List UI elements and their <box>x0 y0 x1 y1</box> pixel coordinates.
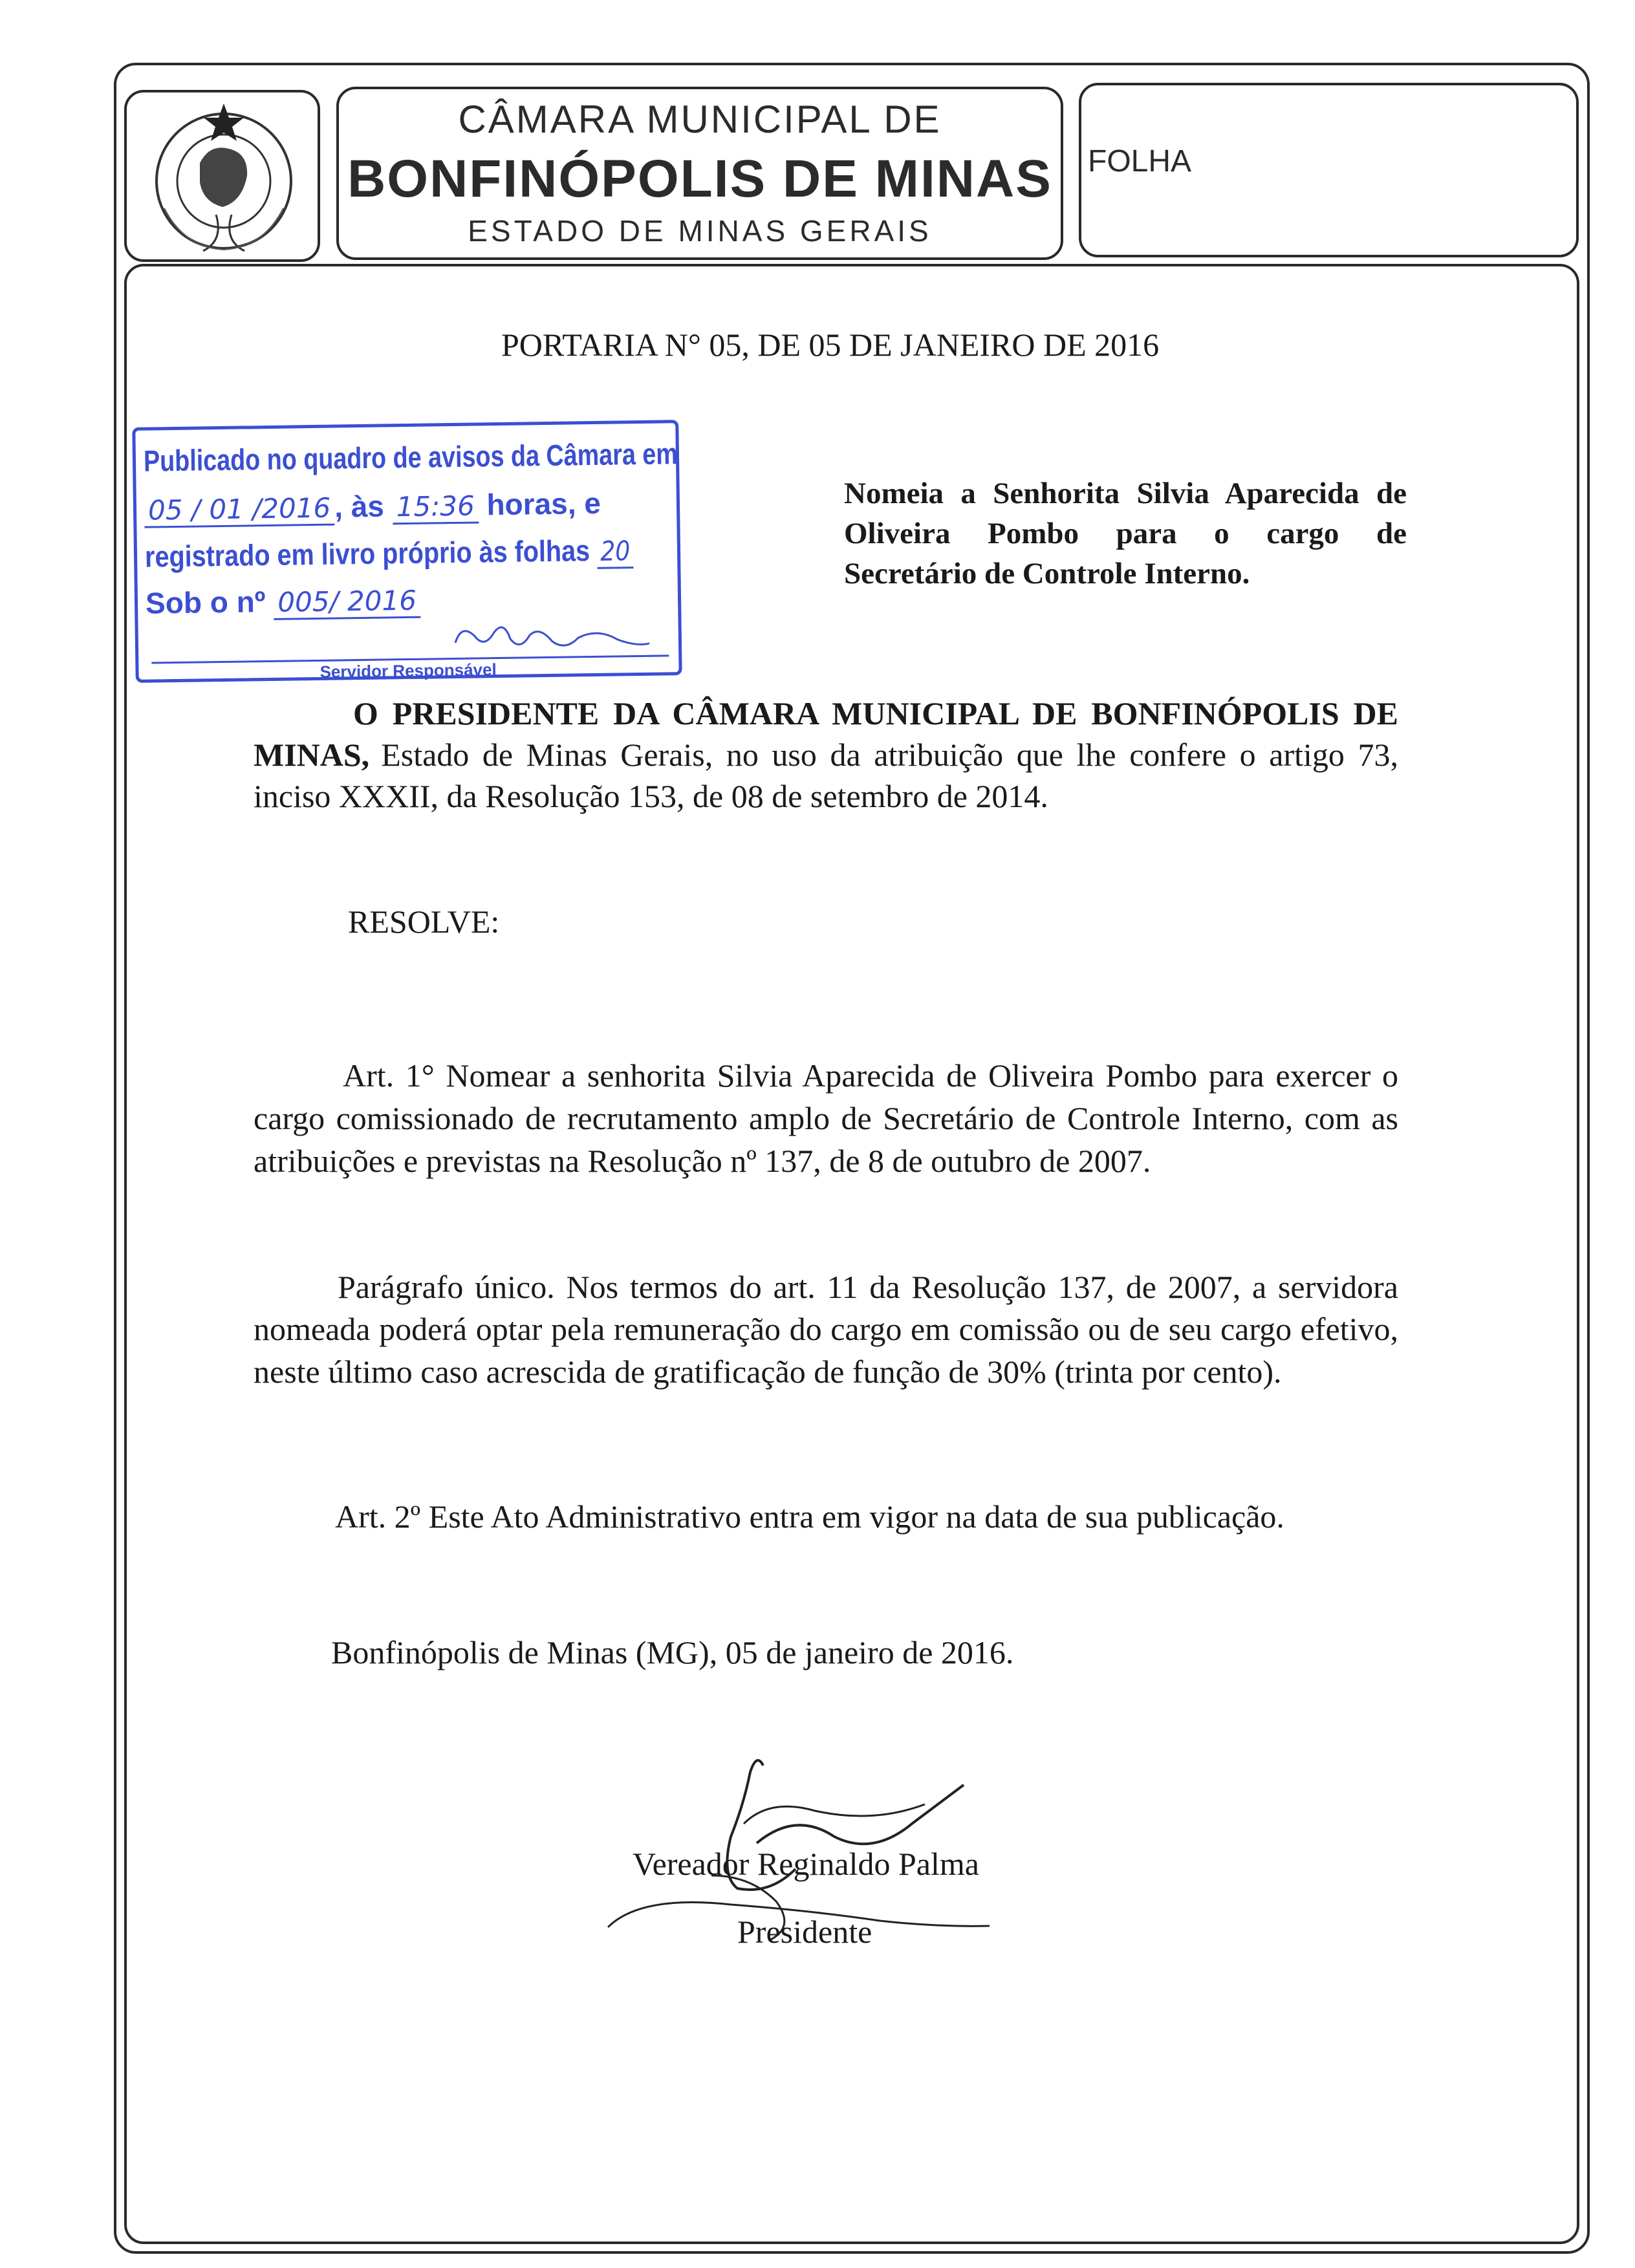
document-title: PORTARIA N° 05, DE 05 DE JANEIRO DE 2016 <box>501 327 1160 363</box>
stamp-line-2 <box>144 486 601 527</box>
publication-stamp <box>132 420 682 683</box>
preamble-line-3: inciso XXXII, da Resolução 153, de 08 de setembro de 2014. <box>254 778 1048 814</box>
header-chamber: CÂMARA MUNICIPAL DE <box>458 98 942 141</box>
stamp-number-label: Sob o nº <box>145 585 266 620</box>
stamp-line-1: Publicado no quadro de avisos da Câmara em <box>143 437 678 478</box>
folha-label: FOLHA <box>1088 144 1192 178</box>
stamp-hours-label: horas, e <box>486 486 601 522</box>
summary-line-3: Secretário de Controle Interno. <box>844 557 1250 590</box>
stamp-responsible-label: Servidor Responsável <box>319 660 497 682</box>
stamp-line-3 <box>145 532 634 574</box>
stamp-line-4 <box>146 582 420 621</box>
stamp-at-label: , às <box>334 489 385 524</box>
art1-line-2: cargo comissionado de recrutamento amplo de Secretário de Controle Interno, com as <box>254 1100 1398 1136</box>
preamble-line-2 <box>254 739 1398 771</box>
place-date: Bonfinópolis de Minas (MG), 05 de janeiro de 2016. <box>331 1634 1014 1670</box>
municipal-seal-icon <box>138 98 309 256</box>
preamble-line-2-rest: Estado de Minas Gerais, no uso da atribuição que lhe confere o artigo 73, <box>381 737 1398 773</box>
header-state: ESTADO DE MINAS GERAIS <box>468 214 932 248</box>
stamp-number: 005/ 2016 <box>274 585 420 620</box>
paragraph-line-1: Parágrafo único. Nos termos do art. 11 da Resolução 137, de 2007, a servidora <box>338 1269 1398 1305</box>
signer-name: Vereador Reginaldo Palma <box>633 1846 979 1882</box>
resolve-heading: RESOLVE: <box>348 903 500 940</box>
stamp-date: 05 / 01 /2016 <box>144 492 335 528</box>
stamp-registered-label: registrado em livro próprio às folhas <box>144 534 590 574</box>
preamble-line-1: O PRESIDENTE DA CÂMARA MUNICIPAL DE BONFINÓPOLIS DE <box>353 695 1398 731</box>
paragraph-line-2: nomeada poderá optar pela remuneração do cargo em comissão ou de seu cargo efetivo, <box>254 1311 1398 1347</box>
summary-line-2: Oliveira Pombo para o cargo de <box>844 517 1407 550</box>
summary-line-1: Nomeia a Senhorita Silvia Aparecida de <box>844 477 1407 510</box>
header-municipality: BONFINÓPOLIS DE MINAS <box>347 149 1052 208</box>
stamp-time: 15:36 <box>392 490 479 524</box>
art1-line-1: Art. 1° Nomear a senhorita Silvia Aparecida de Oliveira Pombo para exercer o <box>343 1057 1398 1094</box>
art1-line-3: atribuições e previstas na Resolução nº 137, de 8 de outubro de 2007. <box>254 1143 1151 1179</box>
signer-title: Presidente <box>737 1914 872 1950</box>
art2: Art. 2º Este Ato Administrativo entra em vigor na data de sua publicação. <box>335 1498 1284 1535</box>
preamble-minas: MINAS, <box>254 737 370 773</box>
stamp-folhas: 20 <box>597 535 634 569</box>
paragraph-line-3: neste último caso acrescida de gratificação de função de 30% (trinta por cento). <box>254 1354 1282 1390</box>
